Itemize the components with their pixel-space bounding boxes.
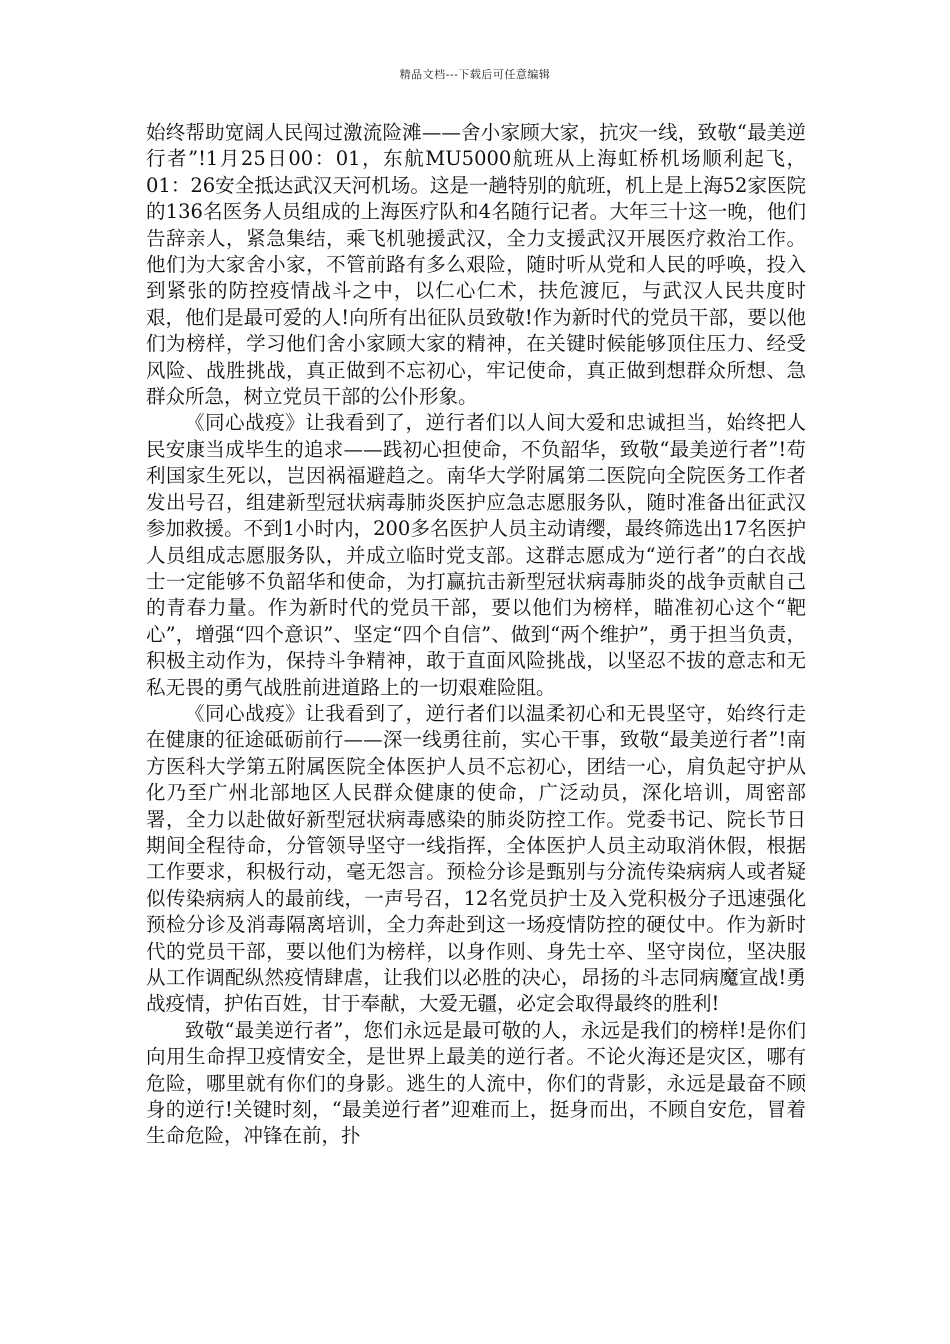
page-header: 精品文档---下载后可任意编辑 (399, 68, 551, 81)
paragraph-2: 《同心战疫》让我看到了，逆行者们以人间大爱和忠诚担当，始终把人民安康当成毕生的追求——践初心担使命，不负韶华，致敬“最美逆行者”!苟利国家生死以，岂因祸福避趋之。南华大学附属第二医院向全院医务工作者发出号召，组建新型冠状病毒肺炎医护应急志愿服务队，随时准备出征武汉参加救援。不到1小时内，200多名医护人员主动请缨，最终筛选出17名医护人员组成志愿服务队，并成立临时党支部。这群志愿成为“逆行者”的白衣战士一定能够不负韶华和使命，为打赢抗击新型冠状病毒肺炎的战争贡献自己的青春力量。作为新时代的党员干部，要以他们为榜样，瞄准初心这个“靶心”，增强“四个意识”、坚定“四个自信”、做到“两个维护”，勇于担当负责，积极主动作为，保持斗争精神，敢于直面风险挑战，以坚忍不拔的意志和无私无畏的勇气战胜前进道路上的一切艰难险阻。 (146, 411, 806, 699)
paragraph-1: 始终帮助宽阔人民闯过激流险滩——舍小家顾大家，抗灾一线，致敬“最美逆行者”!1月25日00：01，东航MU5000航班从上海虹桥机场顺利起飞，01：26安全抵达武汉天河机场。这是一趟特别的航班，机上是上海52家医院的136名医务人员组成的上海医疗队和4名随行记者。大年三十这一晚，他们告辞亲人，紧急集结，乘飞机驰援武汉，全力支援武汉开展医疗救治工作。他们为大家舍小家，不管前路有多么艰险，随时听从党和人民的呼唤，投入到紧张的防控疫情战斗之中，以仁心仁术，扶危渡厄，与武汉人民共度时艰，他们是最可爱的人!向所有出征队员致敬!作为新时代的党员干部，要以他们为榜样，学习他们舍小家顾大家的精神，在关键时候能够顶住压力、经受风险、战胜挑战，真正做到不忘初心，牢记使命，真正做到想群众所想、急群众所急，树立党员干部的公仆形象。 (146, 121, 806, 409)
paragraph-4: 致敬“最美逆行者”，您们永远是最可敬的人，永远是我们的榜样!是你们向用生命捍卫疫情安全，是世界上最美的逆行者。不论火海还是灾区，哪有危险，哪里就有你们的身影。逃生的人流中，你们的背影，永远是最奋不顾身的逆行!关键时刻，“最美逆行者”迎难而上，挺身而出，不顾自安危，冒着生命危险，冲锋在前，扑 (146, 1018, 806, 1148)
document-body (146, 120, 806, 1150)
paragraph-3: 《同心战疫》让我看到了，逆行者们以温柔初心和无畏坚守，始终行走在健康的征途砥砺前行——深一线勇往前，实心干事，致敬“最美逆行者”!南方医科大学第五附属医院全体医护人员不忘初心，团结一心，肩负起守护从化乃至广州北部地区人民群众健康的使命，广泛动员，深化培训，周密部署，全力以赴做好新型冠状病毒感染的肺炎防控工作。党委书记、院长节日期间全程待命，分管领导坚守一线指挥，全体医护人员主动取消休假，根据工作要求，积极行动，毫无怨言。预检分诊是甄别与分流传染病病人或者疑似传染病病人的最前线，一声号召，12名党员护士及入党积极分子迅速强化预检分诊及消毒隔离培训，全力奔赴到这一场疫情防控的硬仗中。作为新时代的党员干部，要以他们为榜样，以身作则、身先士卒、坚守岗位，坚决服从工作调配纵然疫情肆虐，让我们以必胜的决心，昂扬的斗志同病魔宣战!勇战疫情，护佑百姓，甘于奉献，大爱无疆，必定会取得最终的胜利! (146, 701, 806, 1016)
